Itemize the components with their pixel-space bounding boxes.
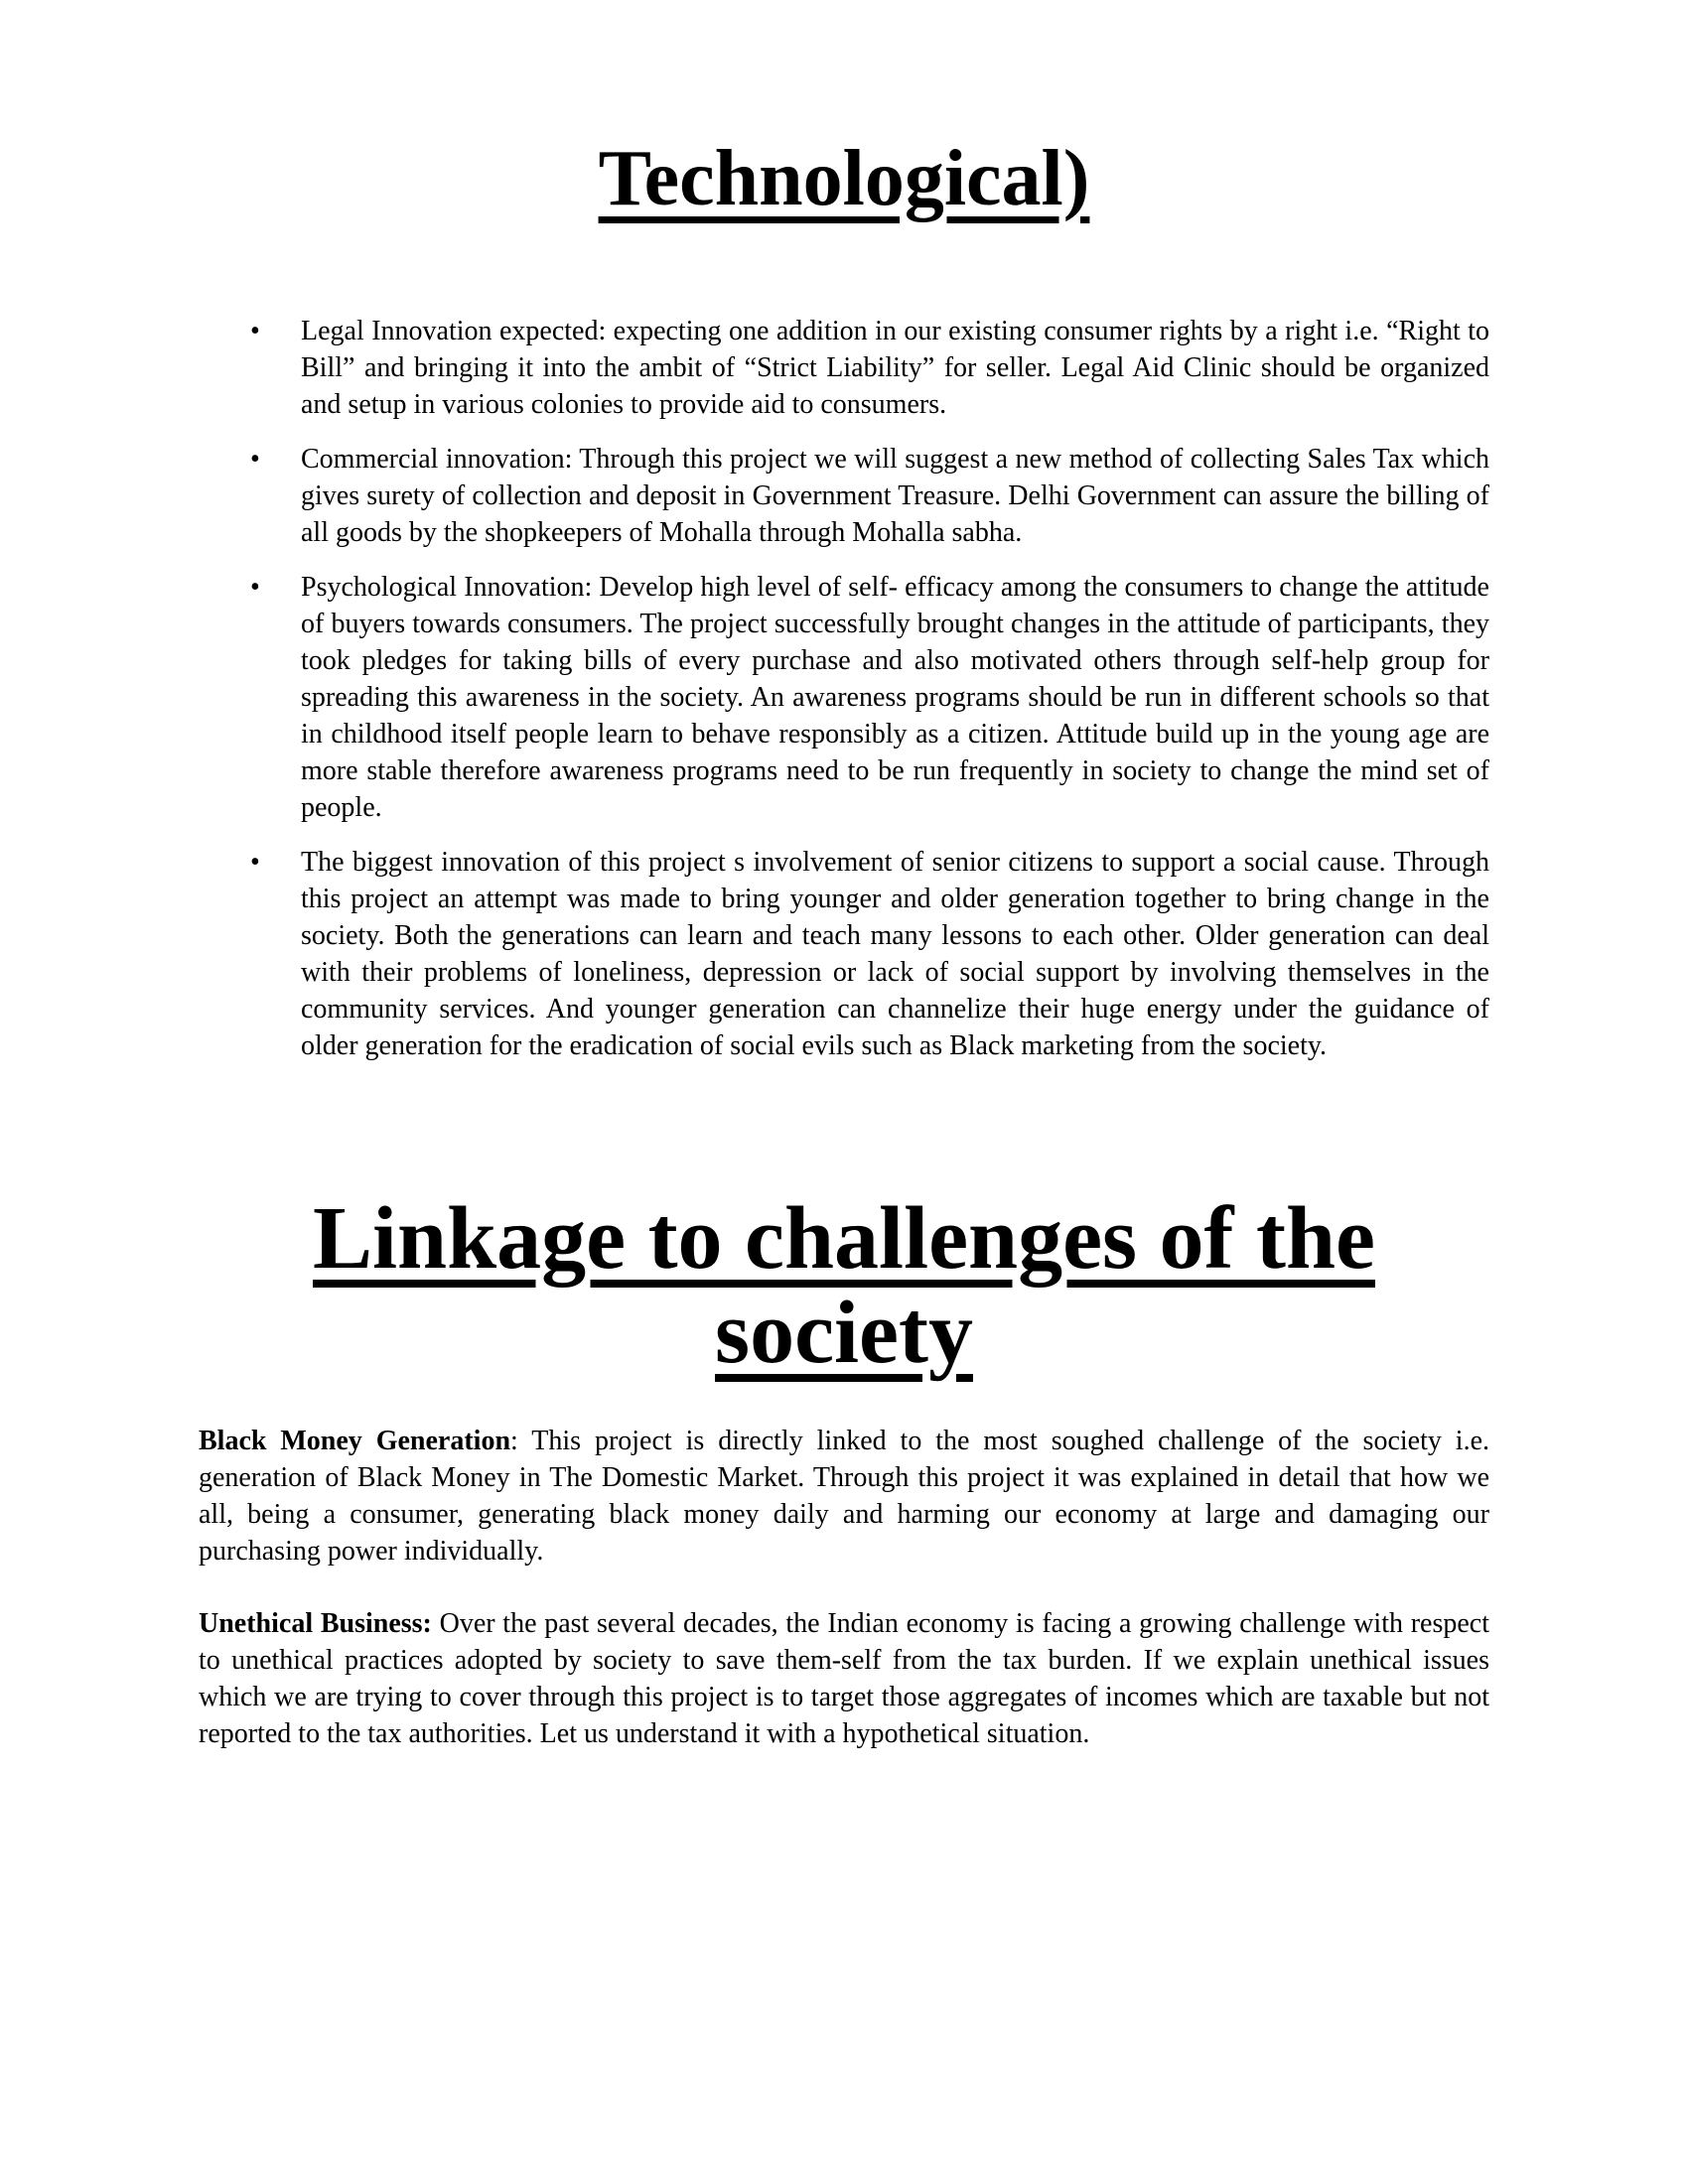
paragraph-lead: Black Money Generation bbox=[199, 1425, 511, 1456]
paragraph-lead: Unethical Business: bbox=[199, 1607, 432, 1639]
bullet-text: Psychological Innovation: Develop high level of self- efficacy among the consumers to change the attitude of buyers towards consumers. The project successfully brought changes in the attitude of participants, they took pledges for taking bills of every purchase and also motivated others through self-help group for spreading this awareness in the society. An awareness programs should be run in different schools so that in childhood itself people learn to behave responsibly as a citizen. Attitude build up in the young age are more stable therefore awareness programs need to be run frequently in society to change the mind set of people. bbox=[301, 572, 1489, 823]
bullet-icon bbox=[250, 844, 260, 881]
paragraph-unethical-business bbox=[199, 1605, 1489, 1752]
section-heading: Linkage to challenges of the society bbox=[313, 1189, 1375, 1383]
list-item bbox=[199, 441, 1489, 551]
list-item bbox=[199, 844, 1489, 1064]
bullet-text: Commercial innovation: Through this project we will suggest a new method of collecting Sales Tax which gives surety of collection and deposit in Government Treasure. Delhi Government can assure the billing of all goods by the shopkeepers of Mohalla through Mohalla sabha. bbox=[301, 444, 1489, 548]
paragraph-text: : This project is directly linked to the most soughed challenge of the society i.e. generation of Black Money in The Domestic Market. Through this project it was explained in detail that how we all, being a consumer, generating black money daily and harming our economy at large and damaging our purchasing power individually. bbox=[199, 1425, 1489, 1567]
bullet-text: Legal Innovation expected: expecting one addition in our existing consumer rights by a right i.e. “Right to Bill” and bringing it into the ambit of “Strict Liability” for seller. Legal Aid Clinic should be organized and setup in various colonies to provide aid to consumers. bbox=[301, 316, 1489, 420]
list-item bbox=[199, 313, 1489, 423]
bullet-list bbox=[199, 313, 1489, 1064]
bullet-icon bbox=[250, 313, 260, 349]
page-title: Technological) bbox=[598, 135, 1090, 222]
list-item bbox=[199, 569, 1489, 826]
bullet-icon bbox=[250, 441, 260, 478]
paragraph-black-money bbox=[199, 1423, 1489, 1570]
bullet-text: The biggest innovation of this project s involvement of senior citizens to support a social cause. Through this project an attempt was made to bring younger and older generation together to bring change in the society. Both the generations can learn and teach many lessons to each other. Older generation can deal with their problems of loneliness, depression or lack of social support by involving themselves in the community services. And younger generation can channelize their huge energy under the guidance of older generation for the eradication of social evils such as Black marketing from the society. bbox=[301, 847, 1489, 1061]
bullet-icon bbox=[250, 569, 260, 606]
paragraph-text: Over the past several decades, the Indian economy is facing a growing challenge with respect to unethical practices adopted by society to save them-self from the tax burden. If we explain unethical issues which we are trying to cover through this project is to target those aggregates of incomes which are taxable but not reported to the tax authorities. Let us understand it with a hypothetical situation. bbox=[199, 1607, 1489, 1749]
